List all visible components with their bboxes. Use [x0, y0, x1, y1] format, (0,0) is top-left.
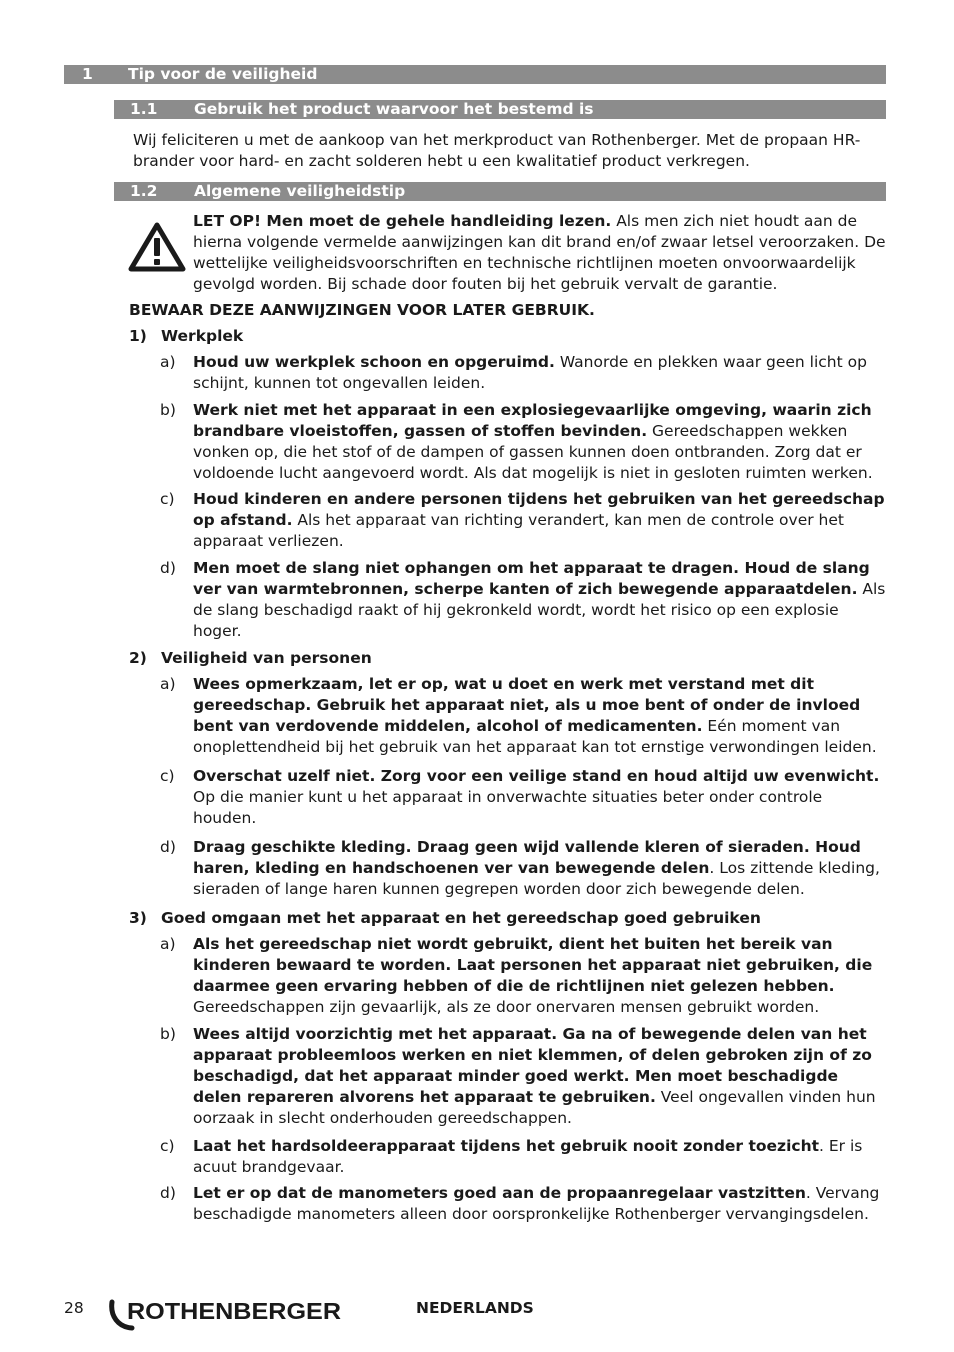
item-letter: d) [160, 1184, 176, 1202]
section-1-1-title: Gebruik het product waarvoor het bestemd is [194, 100, 594, 118]
section-1-2-title: Algemene veiligheidstip [194, 182, 406, 200]
page-number: 28 [64, 1299, 84, 1317]
rothenberger-logo [108, 1294, 348, 1332]
item-text: Als de slang beschadigd raakt of hij gekronkeld wordt, wordt het risico op een explosie hoger. [193, 580, 886, 640]
footer-language: NEDERLANDS [416, 1299, 534, 1317]
item-text: Op die manier kunt u het apparaat in onverwachte situaties beter onder controle houden. [193, 788, 823, 827]
group-title: Goed omgaan met het apparaat en het gereedschap goed gebruiken [161, 909, 761, 927]
item-bold-text: Draag geschikte kleding. Draag geen wijd vallende kleren of sieraden. Houd haren, kleding en handschoenen ver van bewegende delen [193, 838, 861, 877]
item-bold-text: Als het gereedschap niet wordt gebruikt, dient het buiten het bereik van kinderen bewaard te worden. Laat personen het apparaat niet gebruiken, die daarmee geen ervaring hebben of die de richtlijnen niet gelezen hebben. [193, 935, 873, 995]
item-text: Wanorde en plekken waar geen licht op schijnt, kunnen tot ongevallen leiden. [193, 353, 867, 392]
item-text: Gereedschappen zijn gevaarlijk, als ze door onervaren mensen gebruikt worden. [193, 998, 820, 1016]
item-letter: c) [160, 490, 175, 508]
warning-bold-text: LET OP! Men moet de gehele handleiding lezen. [193, 212, 612, 230]
item-bold-text: Wees altijd voorzichtig met het apparaat. Ga na of bewegende delen van het apparaat probleemloos werken en niet klemmen, of delen gebroken zijn of zo beschadigd, dat het apparaat minder goed werkt. Men moet beschadigde delen repareren alvorens het apparaat te gebruiken. [193, 1025, 872, 1106]
item-bold-text: Houd uw werkplek schoon en opgeruimd. [193, 353, 555, 371]
group-number: 1) [129, 327, 147, 345]
keep-instructions-note: BEWAAR DEZE AANWIJZINGEN VOOR LATER GEBRUIK. [129, 301, 595, 319]
item-text: Gereedschappen wekken vonken op, die het stof of de dampen of gassen kunnen doen ontbranden. Zorg dat er voldoende lucht aangevoerd wordt. Als dat mogelijk is niet in gesloten ruimten werken. [193, 422, 873, 482]
item-letter: b) [160, 1025, 176, 1043]
brand-name: ROTHENBERGER [127, 1298, 342, 1324]
item-bold-text: Laat het hardsoldeerapparaat tijdens het gebruik nooit zonder toezicht [193, 1137, 820, 1155]
warning-body-text: Als men zich niet houdt aan de hierna volgende vermelde aanwijzingen kan dit brand en/of zwaar letsel veroorzaken. De wettelijke veiligheidsvoorschriften en technische richtlijnen moeten onvoorwaardelijk gevolgd worden. Bij schade door fouten bij het gebruik vervalt de garantie. [193, 212, 886, 293]
item-bold-text: Houd kinderen en andere personen tijdens het gebruiken van het gereedschap op afstand. [193, 490, 885, 529]
item-letter: a) [160, 675, 176, 693]
warning-paragraph [193, 211, 886, 295]
section-1-header [64, 65, 886, 84]
item-letter: a) [160, 935, 176, 953]
item-bold-text: Wees opmerkzaam, let er op, wat u doet en werk met verstand met dit gereedschap. Gebruik het apparaat niet, als u moe bent of onder de invloed bent van verdovende middelen, alcohol of medicamenten. [193, 675, 861, 735]
item-letter: a) [160, 353, 176, 371]
item-text: . Vervang beschadigde manometers alleen door oorspronkelijke Rothenberger vervangingsdelen. [193, 1184, 880, 1223]
group-title: Veiligheid van personen [161, 649, 372, 667]
section-1-1-number: 1.1 [130, 100, 158, 118]
item-bold-text: Werk niet met het apparaat in een explosiegevaarlijke omgeving, waarin zich brandbare vloeistoffen, gassen of stoffen bevinden. [193, 401, 872, 440]
section-1-title: Tip voor de veiligheid [128, 65, 318, 83]
group-number: 3) [129, 909, 147, 927]
item-bold-text: Men moet de slang niet ophangen om het apparaat te dragen. Houd de slang ver van warmtebronnen, scherpe kanten of zich bewegende apparaatdelen. [193, 559, 870, 598]
group-title: Werkplek [161, 327, 244, 345]
item-letter: d) [160, 838, 176, 856]
item-letter: c) [160, 1137, 175, 1155]
section-1-2-header [114, 182, 886, 201]
section-1-2-number: 1.2 [130, 182, 158, 200]
item-text: Veel ongevallen vinden hun oorzaak in slecht onderhouden gereedschappen. [193, 1088, 876, 1127]
item-text: . Er is acuut brandgevaar. [193, 1137, 863, 1176]
item-bold-text: Let er op dat de manometers goed aan de propaanregelaar vastzitten [193, 1184, 806, 1202]
item-letter: d) [160, 559, 176, 577]
item-text: Als het apparaat van richting verandert, kan men de controle over het apparaat verliezen. [193, 511, 844, 550]
section-1-1-text: Wij feliciteren u met de aankoop van het merkproduct van Rothenberger. Met de propaan HR-brander voor hard- en zacht solderen hebt u een kwalitatief product verkregen. [133, 131, 861, 170]
item-text: Eén moment van onoplettendheid bij het gebruik van het apparaat kan tot ernstige verwondingen leiden. [193, 717, 877, 756]
item-bold-text: Overschat uzelf niet. Zorg voor een veilige stand en houd altijd uw evenwicht. [193, 767, 880, 785]
item-letter: b) [160, 401, 176, 419]
section-1-number: 1 [82, 65, 93, 83]
item-text: . Los zittende kleding, sieraden of lange haren kunnen gegrepen worden door zich bewegende delen. [193, 859, 880, 898]
warning-triangle-icon [128, 222, 186, 272]
group-number: 2) [129, 649, 147, 667]
item-letter: c) [160, 767, 175, 785]
section-1-1-header [114, 100, 886, 119]
